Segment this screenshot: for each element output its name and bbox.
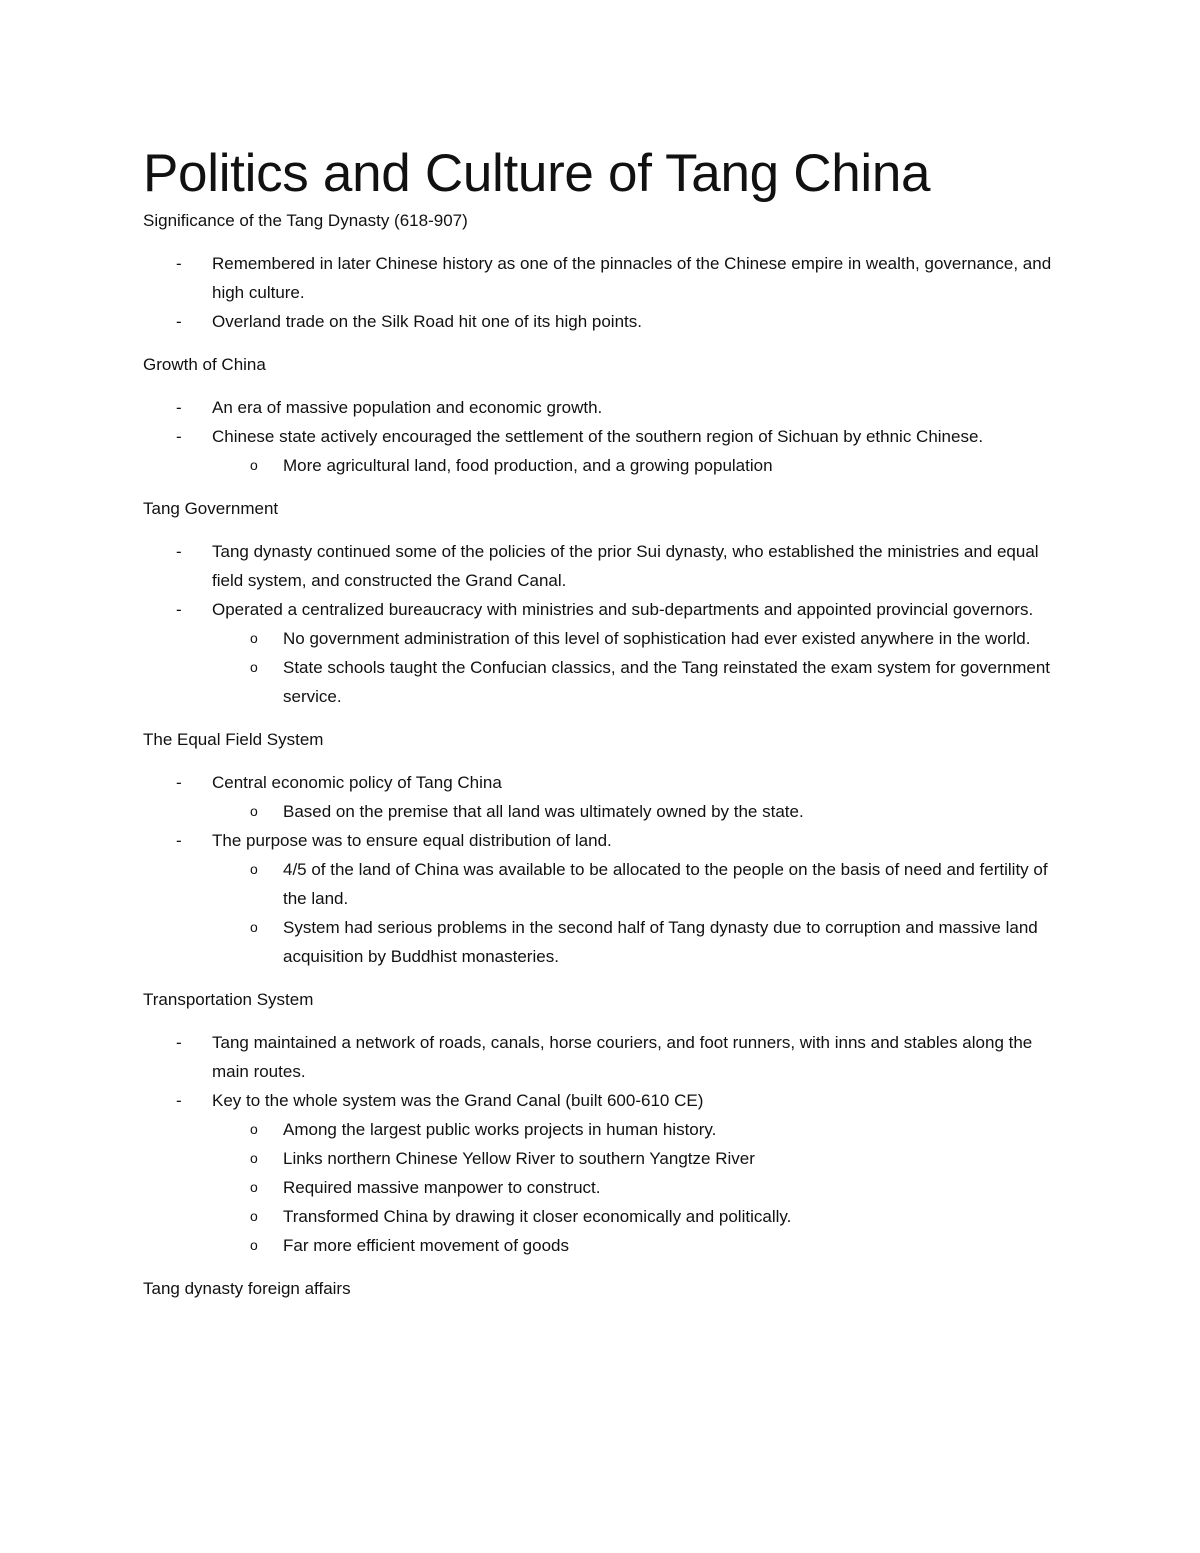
circle-bullet-icon: o (250, 1237, 258, 1253)
section (143, 235, 1063, 336)
circle-bullet-icon: o (250, 630, 258, 646)
dash-bullet-icon: - (176, 1033, 182, 1052)
sub-list-item-text: Based on the premise that all land was ultimately owned by the state. (283, 802, 804, 821)
circle-bullet-icon: o (250, 919, 258, 935)
list-item-text: Key to the whole system was the Grand Canal (built 600-610 CE) (212, 1091, 704, 1110)
section-heading-significance: Significance of the Tang Dynasty (618-907) (143, 211, 468, 230)
sub-list-item-text: 4/5 of the land of China was available to be allocated to the people on the basis of need and fertility of the land. (283, 860, 1048, 908)
list-item-text: The purpose was to ensure equal distribution of land. (212, 831, 612, 850)
sub-list-item-text: Links northern Chinese Yellow River to southern Yangtze River (283, 1149, 755, 1168)
list-item (143, 393, 1063, 422)
list-item (143, 1028, 1063, 1086)
section-heading: Tang Government (143, 499, 279, 518)
sub-list-item (143, 913, 1063, 971)
dash-bullet-icon: - (176, 398, 182, 417)
sub-list-item (143, 451, 1063, 480)
sub-list-item-text: Transformed China by drawing it closer economically and politically. (283, 1207, 792, 1226)
bullet-list (143, 249, 1063, 336)
list-item-text: Tang maintained a network of roads, canals, horse couriers, and foot runners, with inns and stables along the main routes. (212, 1033, 1033, 1081)
page-title: Politics and Culture of Tang China (143, 144, 931, 203)
document-body (143, 138, 1063, 1303)
list-item (143, 826, 1063, 855)
list-item (143, 768, 1063, 797)
dash-bullet-icon: - (176, 312, 182, 331)
sub-list-item (143, 1144, 1063, 1173)
bullet-list (143, 393, 1063, 480)
dash-bullet-icon: - (176, 831, 182, 850)
list-item-text: Overland trade on the Silk Road hit one of its high points. (212, 312, 642, 331)
sub-list-item-text: No government administration of this level of sophistication had ever existed anywhere in the world. (283, 629, 1031, 648)
section (143, 336, 1063, 480)
section-heading: Growth of China (143, 355, 266, 374)
list-item-text: Tang dynasty continued some of the policies of the prior Sui dynasty, who established the ministries and equal field system, and constructed the Grand Canal. (212, 542, 1039, 590)
dash-bullet-icon: - (176, 542, 182, 561)
sub-list-item (143, 797, 1063, 826)
section (143, 1260, 1063, 1303)
bullet-list (143, 1028, 1063, 1260)
section-heading: The Equal Field System (143, 730, 324, 749)
dash-bullet-icon: - (176, 773, 182, 792)
list-item (143, 422, 1063, 451)
section (143, 711, 1063, 971)
list-item-text: Remembered in later Chinese history as one of the pinnacles of the Chinese empire in wealth, governance, and high culture. (212, 254, 1052, 302)
circle-bullet-icon: o (250, 1121, 258, 1137)
sub-list-item (143, 855, 1063, 913)
sub-list-item-text: Among the largest public works projects in human history. (283, 1120, 717, 1139)
list-item-text: Central economic policy of Tang China (212, 773, 502, 792)
section (143, 971, 1063, 1260)
dash-bullet-icon: - (176, 254, 182, 273)
section (143, 480, 1063, 711)
section-heading: Tang dynasty foreign affairs (143, 1279, 351, 1298)
dash-bullet-icon: - (176, 600, 182, 619)
circle-bullet-icon: o (250, 803, 258, 819)
circle-bullet-icon: o (250, 659, 258, 675)
sub-list-item (143, 653, 1063, 711)
sub-list-item (143, 1202, 1063, 1231)
section-heading: Transportation System (143, 990, 314, 1009)
sub-list-item-text: Far more efficient movement of goods (283, 1236, 569, 1255)
dash-bullet-icon: - (176, 1091, 182, 1110)
list-item (143, 249, 1063, 307)
circle-bullet-icon: o (250, 1179, 258, 1195)
sub-list-item (143, 1173, 1063, 1202)
sub-list-item (143, 1231, 1063, 1260)
sub-list-item-text: More agricultural land, food production, and a growing population (283, 456, 773, 475)
circle-bullet-icon: o (250, 457, 258, 473)
sub-list-item-text: System had serious problems in the second half of Tang dynasty due to corruption and massive land acquisition by Buddhist monasteries. (283, 918, 1038, 966)
circle-bullet-icon: o (250, 1208, 258, 1224)
circle-bullet-icon: o (250, 1150, 258, 1166)
list-item-text: Operated a centralized bureaucracy with ministries and sub-departments and appointed provincial governors. (212, 600, 1034, 619)
list-item (143, 307, 1063, 336)
sub-list-item (143, 624, 1063, 653)
list-item-text: An era of massive population and economic growth. (212, 398, 603, 417)
list-item (143, 595, 1063, 624)
bullet-list (143, 768, 1063, 971)
sub-list-item-text: Required massive manpower to construct. (283, 1178, 601, 1197)
sections-container (143, 235, 1063, 1303)
list-item (143, 537, 1063, 595)
list-item-text: Chinese state actively encouraged the settlement of the southern region of Sichuan by ethnic Chinese. (212, 427, 984, 446)
sub-list-item-text: State schools taught the Confucian classics, and the Tang reinstated the exam system for government service. (283, 658, 1051, 706)
circle-bullet-icon: o (250, 861, 258, 877)
bullet-list (143, 537, 1063, 711)
sub-list-item (143, 1115, 1063, 1144)
dash-bullet-icon: - (176, 427, 182, 446)
list-item (143, 1086, 1063, 1115)
